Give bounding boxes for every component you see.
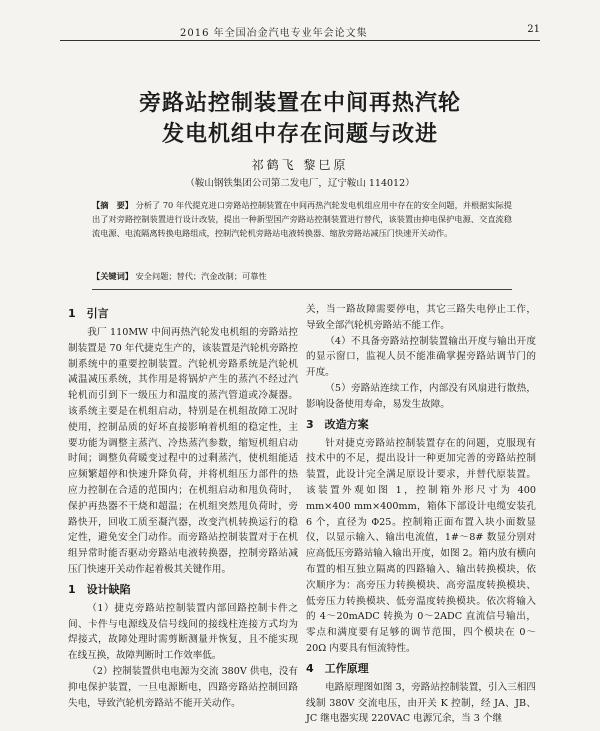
paragraph: （1）捷克旁路站控制装置内部回路控制卡件之间、卡件与电源线及信号线间的接线柱连接方式均为焊接式，故障处理时需剪断测量并恢复，且不能实现在线互换，故障判断时工作效率低。 [68,602,298,662]
paragraph: 电路原理图如图 3，旁路站控制装置，引入三相四线制 380V 交流电压，由开关 K 控制，经 JA、JB、JC 继电器实现 220VAC 电源冗余，当 3 个继 [306,681,536,725]
authors: 祁鹤飞 黎巳原 [251,158,349,172]
section-heading-working-principle: 4 工作原理 [306,661,369,675]
paragraph: （2）控制装置供电电源为交流 380V 供电，没有抑电保护装置，一旦电源断电，四路旁路站控制回路失电，导致汽轮机旁路站不能开关动作。 [68,665,298,709]
paragraph: （5）旁路站连续工作，内部没有风扇进行散热，影响设备使用寿命，易发生故障。 [306,382,536,410]
section-heading-introduction: 1 引言 [68,307,109,320]
affiliation: （鞍山钢铁集团公司第二发电厂，辽宁鞍山 114012） [185,178,415,189]
right-column [306,302,536,727]
paragraph: 我厂 110MW 中间再热汽轮发电机组的旁路站控制装置是 70 年代捷克生产的，该装置是汽轮机旁路控制系统中的重要控制装置。汽轮机旁路系统是汽轮机减温减压系统，其作用是将锅炉产生的蒸汽不经过汽轮机而引到下一级压力和温度的蒸汽管道或冷凝器。该系统主要是在机组启动，特别是在机组故障工况时使用，控制品质的好坏直接影响着机组的稳定性，主要功能为调整主蒸汽、冷热蒸汽参数，缩短机组启动时间；调整负荷暖变过程中的过剩蒸汽，使机组能适应频繁超停和快速升降负荷，并将机组压力部件的热应力控制在合适的范围内；在机组启动和甩负荷时，保护再热器不干烧和超温；在机组突然甩负荷时，旁路快开，回收工质至凝汽器，改变汽机转换运行的稳定性，避免安全门动作。而旁路站控制装置对于在机组异常时能否驱动旁路站电液转换器，控制旁路站减压门快速开关动作起着极其关键作用。 [68,327,298,575]
keywords-label: 【关键词】 [92,271,133,281]
paragraph: （4）不具备旁路站控制装置输出开度与输出开度的显示窗口，监视人员不能准确掌握旁路站调节门的开度。 [306,335,536,379]
abstract [92,198,512,240]
abstract-text: 分析了 70 年代提克进口旁路站控制装置在中间再热汽轮发电机组应用中存在的安全问题，并根据实际提出了对旁路控制装置进行设计改装，提出一种新型国产旁路站控制装置进行替代，该装置由抑电保护电源、交直流稳流电源、电流隔离转换电路组成，控制汽轮机旁路站电液转换器、缩放旁路站减压门快速开关动作。 [92,200,512,238]
divider [92,289,512,290]
keywords-text: 安全问题；替代；汽金改制；可靠性 [135,271,267,281]
paragraph: 关，当一路故障需要停电，其它三路失电停止工作，导致全部汽轮机旁路站不能工作。 [306,304,536,331]
running-title: 2016 年全国冶金汽电专业年会论文集 [180,28,368,39]
paragraph: 针对捷克旁路站控制装置存在的问题，克服现有技术中的不足，提出设计一种更加完善的旁路站控制装置，此设计完全满足原设计要求，并替代原装置。该装置外观如图 1，控制箱外形尺寸为 400 mm×400 mm×400mm，箱体下部设计电缆安装孔 6 个，直径为 Φ25。控制箱正面布置入块小面数显仪，以显示输入、输出电流值，1#～8# 数显分别对应高低压旁路站输入输出开度，如图 2。箱内放有横向布置的相互独立隔离的四路输入、输出转换模块，依次顺序为：高旁压力转换模块、高旁温度转换模块、低旁压力转换模块、低旁温度转换模块。依次将输入的 4～20mADC 转换为 0～2ADC 直流信号输出，零点和满度要有足够的调节范围，四个模块在 0～20Ω 内要具有恒流特性。 [306,437,536,654]
section-heading-design-defects: 1 设计缺陷 [68,582,131,596]
section-heading-retrofit-plan: 3 改造方案 [306,417,369,431]
left-column [68,302,298,711]
paper-title-line2: 发电机组中存在问题与改进 [161,122,438,147]
running-header [60,20,540,41]
keywords [92,271,512,282]
page-number: 21 [527,24,540,35]
paper-title-line1: 旁路站控制装置在中间再热汽轮 [138,91,461,116]
abstract-label: 【摘 要】 [92,200,133,210]
